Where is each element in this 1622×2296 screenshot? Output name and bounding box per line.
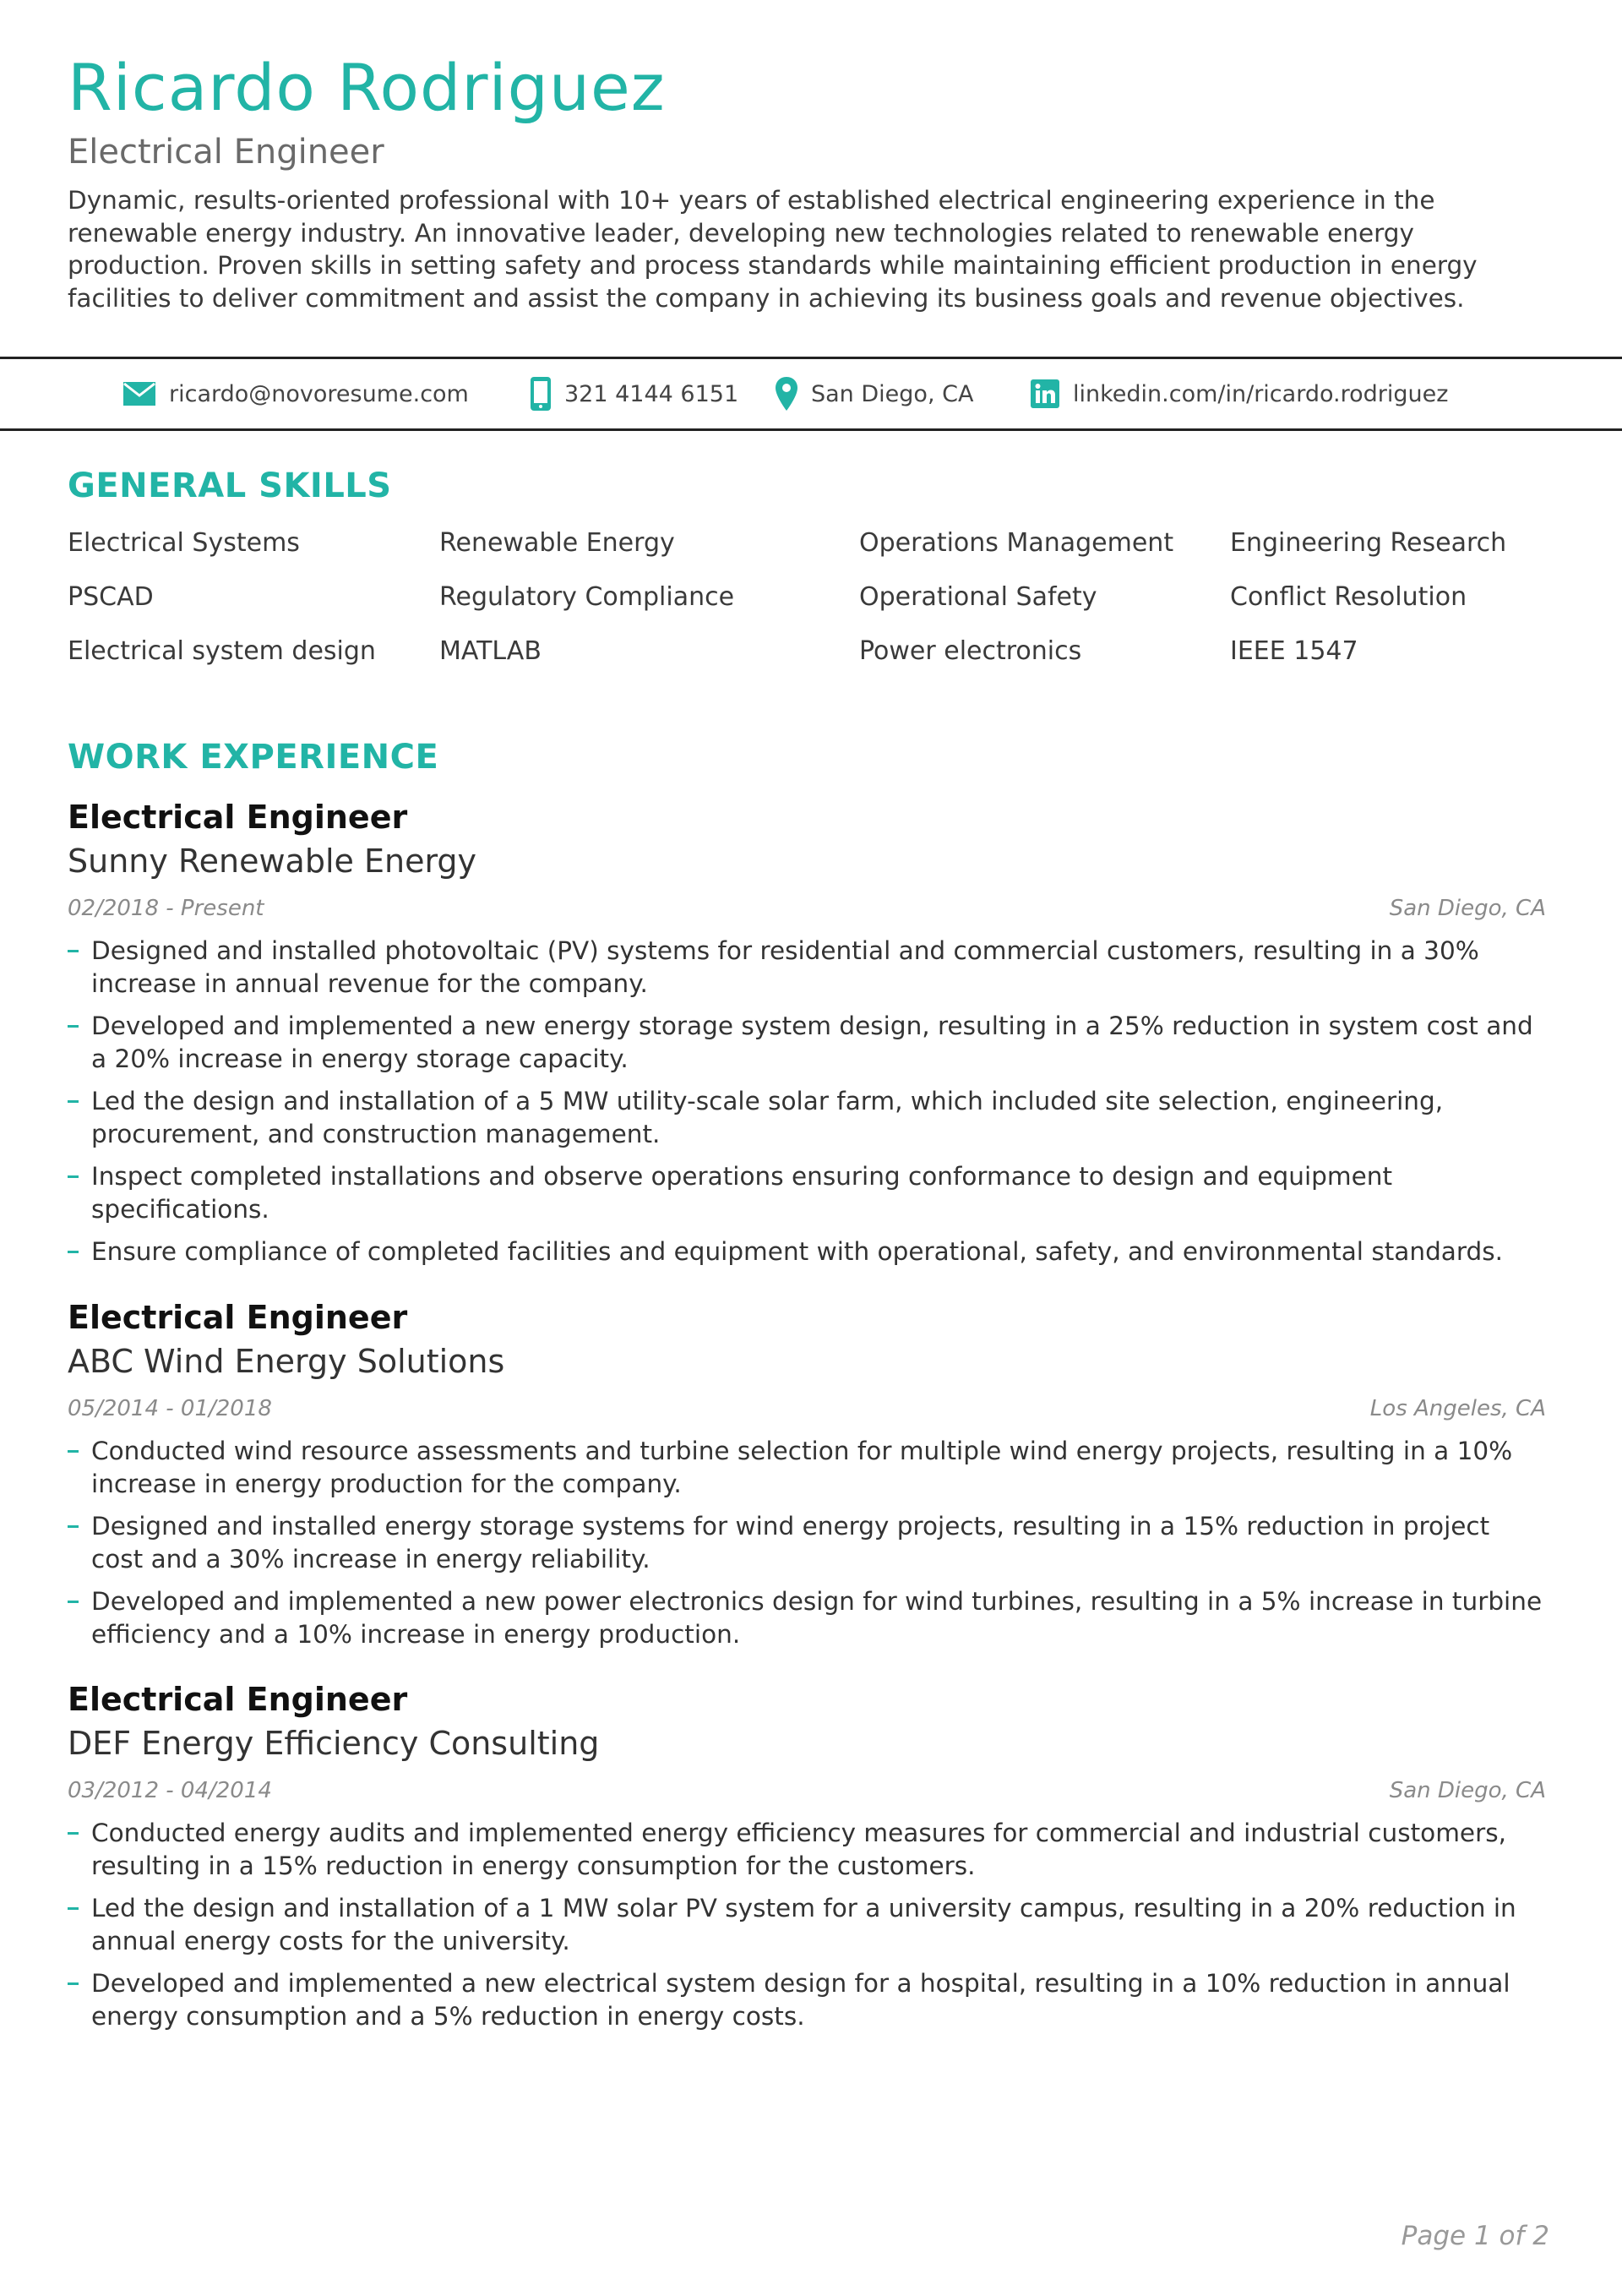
job-title: Electrical Engineer	[68, 1681, 408, 1718]
company-name: Sunny Renewable Energy	[68, 843, 477, 880]
list-item	[68, 1892, 1546, 1957]
skills-heading: GENERAL SKILLS	[68, 466, 392, 505]
list-item	[68, 1085, 1546, 1150]
skill-item: IEEE 1547	[1230, 636, 1358, 666]
list-item	[68, 1235, 1546, 1268]
list-item	[68, 1010, 1546, 1075]
bullet-text: Designed and installed photovoltaic (PV) systems for residential and commercial customers, resulting in a 30% increase in annual revenue for the company.	[91, 936, 1479, 998]
list-item	[68, 1585, 1546, 1650]
skill-item: MATLAB	[439, 636, 542, 666]
skill-item: PSCAD	[68, 582, 154, 612]
job-entry	[68, 801, 1546, 1279]
bullet-dash-icon	[68, 1601, 79, 1603]
bullet-dash-icon	[68, 1251, 79, 1253]
contact-bar	[0, 357, 1622, 431]
contact-location	[776, 359, 973, 428]
bullet-text: Designed and installed energy storage systems for wind energy projects, resulting in a 15% reduction in project cost and a 30% increase in energy reliability.	[91, 1512, 1490, 1573]
skill-item: Operational Safety	[859, 582, 1097, 612]
bullet-text: Conducted wind resource assessments and turbine selection for multiple wind energy projects, resulting in a 10% increase in energy production for the company.	[91, 1437, 1513, 1498]
skill-item: Conflict Resolution	[1230, 582, 1467, 612]
skill-item: Renewable Energy	[439, 528, 675, 558]
skill-item: Operations Management	[859, 528, 1174, 558]
job-title-headline: Electrical Engineer	[68, 133, 384, 172]
bullet-text: Developed and implemented a new electrical system design for a hospital, resulting in a 10% reduction in annual energy consumption and a 5% reduction in energy costs.	[91, 1969, 1510, 2031]
bullet-dash-icon	[68, 1982, 79, 1985]
job-location: Los Angeles, CA	[1369, 1396, 1546, 1421]
job-meta	[68, 1396, 1546, 1421]
contact-linkedin[interactable]	[1031, 359, 1448, 428]
job-entry	[68, 1301, 1546, 1661]
bullet-dash-icon	[68, 1907, 79, 1910]
phone-text: 321 4144 6151	[564, 380, 739, 407]
bullet-dash-icon	[68, 1450, 79, 1453]
bullet-dash-icon	[68, 1525, 79, 1528]
profile-summary: Dynamic, results-oriented professional with 10+ years of established electrical engineering experience in the renewable energy industry. An innovative leader, developing new technologies related to renewable energy production. Proven skills in setting safety and process standards while maintaining efficient production in energy facilities to deliver commitment and assist the company in achieving its business goals and revenue objectives.	[68, 186, 1478, 313]
company-name: ABC Wind Energy Solutions	[68, 1343, 505, 1380]
bullet-text: Led the design and installation of a 1 MW solar PV system for a university campus, resulting in a 20% reduction in annual energy costs for the university.	[91, 1894, 1516, 1955]
skill-item: Regulatory Compliance	[439, 582, 735, 612]
bullet-text: Inspect completed installations and observe operations ensuring conformance to design and equipment specifications.	[91, 1162, 1393, 1224]
bullet-dash-icon	[68, 1175, 79, 1178]
job-meta	[68, 896, 1546, 921]
job-dates: 02/2018 - Present	[68, 896, 264, 921]
list-item	[68, 1435, 1546, 1500]
linkedin-text: linkedin.com/in/ricardo.rodriguez	[1073, 380, 1449, 407]
experience-heading: WORK EXPERIENCE	[68, 738, 439, 777]
bullet-text: Conducted energy audits and implemented energy efficiency measures for commercial and industrial customers, resulting in a 15% reduction in energy consumption for the customers.	[91, 1819, 1506, 1880]
contact-phone[interactable]	[531, 359, 738, 428]
skill-item: Power electronics	[859, 636, 1082, 666]
job-location: San Diego, CA	[1389, 1778, 1546, 1803]
location-text: San Diego, CA	[811, 380, 974, 407]
list-item	[68, 1160, 1546, 1225]
job-bullets	[68, 935, 1546, 1268]
list-item	[68, 1817, 1546, 1882]
phone-icon	[531, 377, 551, 411]
bullet-text: Developed and implemented a new power electronics design for wind turbines, resulting in a 5% increase in turbine efficiency and a 10% increase in energy production.	[91, 1587, 1543, 1649]
candidate-name: Ricardo Rodriguez	[68, 50, 666, 125]
job-bullets	[68, 1817, 1546, 2032]
skill-item: Engineering Research	[1230, 528, 1507, 558]
job-meta	[68, 1778, 1546, 1803]
page-number: Page 1 of 2	[1401, 2221, 1549, 2251]
job-title: Electrical Engineer	[68, 799, 408, 836]
skill-item: Electrical system design	[68, 636, 376, 666]
bullet-text: Led the design and installation of a 5 MW utility-scale solar farm, which included site selection, engineering, procurement, and construction management.	[91, 1087, 1444, 1148]
job-bullets	[68, 1435, 1546, 1650]
bullet-text: Developed and implemented a new energy storage system design, resulting in a 25% reduction in system cost and a 20% increase in energy storage capacity.	[91, 1012, 1533, 1073]
linkedin-icon	[1031, 379, 1059, 408]
job-entry	[68, 1683, 1546, 2042]
bullet-dash-icon	[68, 1100, 79, 1103]
contact-email[interactable]	[123, 359, 469, 428]
bullet-text: Ensure compliance of completed facilities and equipment with operational, safety, and environmental standards.	[91, 1237, 1503, 1266]
list-item	[68, 1510, 1546, 1575]
skill-item: Electrical Systems	[68, 528, 300, 558]
job-location: San Diego, CA	[1389, 896, 1546, 921]
job-dates: 05/2014 - 01/2018	[68, 1396, 272, 1421]
company-name: DEF Energy Efficiency Consulting	[68, 1725, 600, 1762]
job-dates: 03/2012 - 04/2014	[68, 1778, 272, 1803]
bullet-dash-icon	[68, 950, 79, 952]
list-item	[68, 935, 1546, 1000]
job-title: Electrical Engineer	[68, 1299, 408, 1336]
location-pin-icon	[776, 377, 797, 411]
bullet-dash-icon	[68, 1025, 79, 1028]
list-item	[68, 1967, 1546, 2032]
email-icon	[123, 382, 155, 406]
email-text: ricardo@novoresume.com	[169, 380, 469, 407]
bullet-dash-icon	[68, 1832, 79, 1835]
